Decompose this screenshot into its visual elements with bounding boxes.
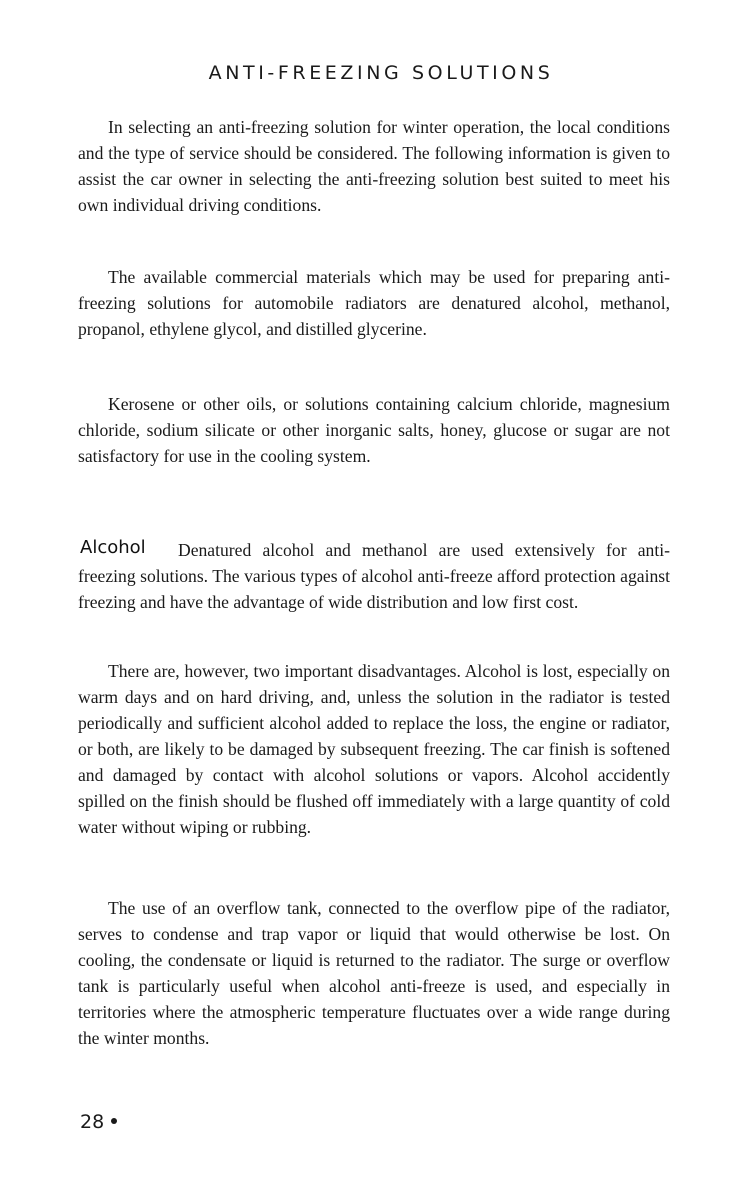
- paragraph-alcohol-intro-text: Denatured alcohol and methanol are used extensively for anti-freezing solutions. The various types of alcohol anti-freeze afford protection against freezing and have the advantage of wide distribution and low first cost.: [78, 540, 670, 612]
- section-label-alcohol: Alcohol: [80, 537, 146, 558]
- page-number-text: 28: [80, 1111, 105, 1133]
- paragraph-available-materials: The available commercial materials which may be used for preparing anti-freezing solutions for automobile radiators are denatured alcohol, methanol, propanol, ethylene glycol, and distilled glycerine.: [78, 267, 670, 339]
- paragraph-alcohol-disadvantages: There are, however, two important disadvantages. Alcohol is lost, especially on warm days and on hard driving, and, unless the solution in the radiator is tested periodically and sufficient alcohol added to replace the loss, the engine or radiator, or both, are likely to be damaged by subsequent freezing. The car finish is softened and damaged by contact with alcohol solutions or vapors. Alcohol accidently spilled on the finish should be flushed off immediately with a large quantity of cold water without wiping or rubbing.: [78, 661, 670, 837]
- paragraph-overflow-tank: The use of an overflow tank, connected to the overflow pipe of the radiator, serves to condense and trap vapor or liquid that would otherwise be lost. On cooling, the condensate or liquid is returned to the radiator. The surge or overflow tank is particularly useful when alcohol anti-freeze is used, and especially in territories where the atmospheric temperature fluctuates over a wide range during the winter months.: [78, 898, 670, 1048]
- page-heading: ANTI-FREEZING SOLUTIONS: [208, 62, 554, 84]
- bullet-icon: [111, 1118, 117, 1124]
- page-number: [80, 1111, 117, 1133]
- paragraph-alcohol-intro: [78, 537, 670, 615]
- paragraph-unsatisfactory-materials: Kerosene or other oils, or solutions containing calcium chloride, magnesium chloride, sodium silicate or other inorganic salts, honey, glucose or sugar are not satisfactory for use in the cooling system.: [78, 394, 670, 466]
- paragraph-selection-intro: In selecting an anti-freezing solution for winter operation, the local conditions and the type of service should be considered. The following information is given to assist the car owner in selecting the anti-freezing solution best suited to meet his own individual driving conditions.: [78, 117, 670, 215]
